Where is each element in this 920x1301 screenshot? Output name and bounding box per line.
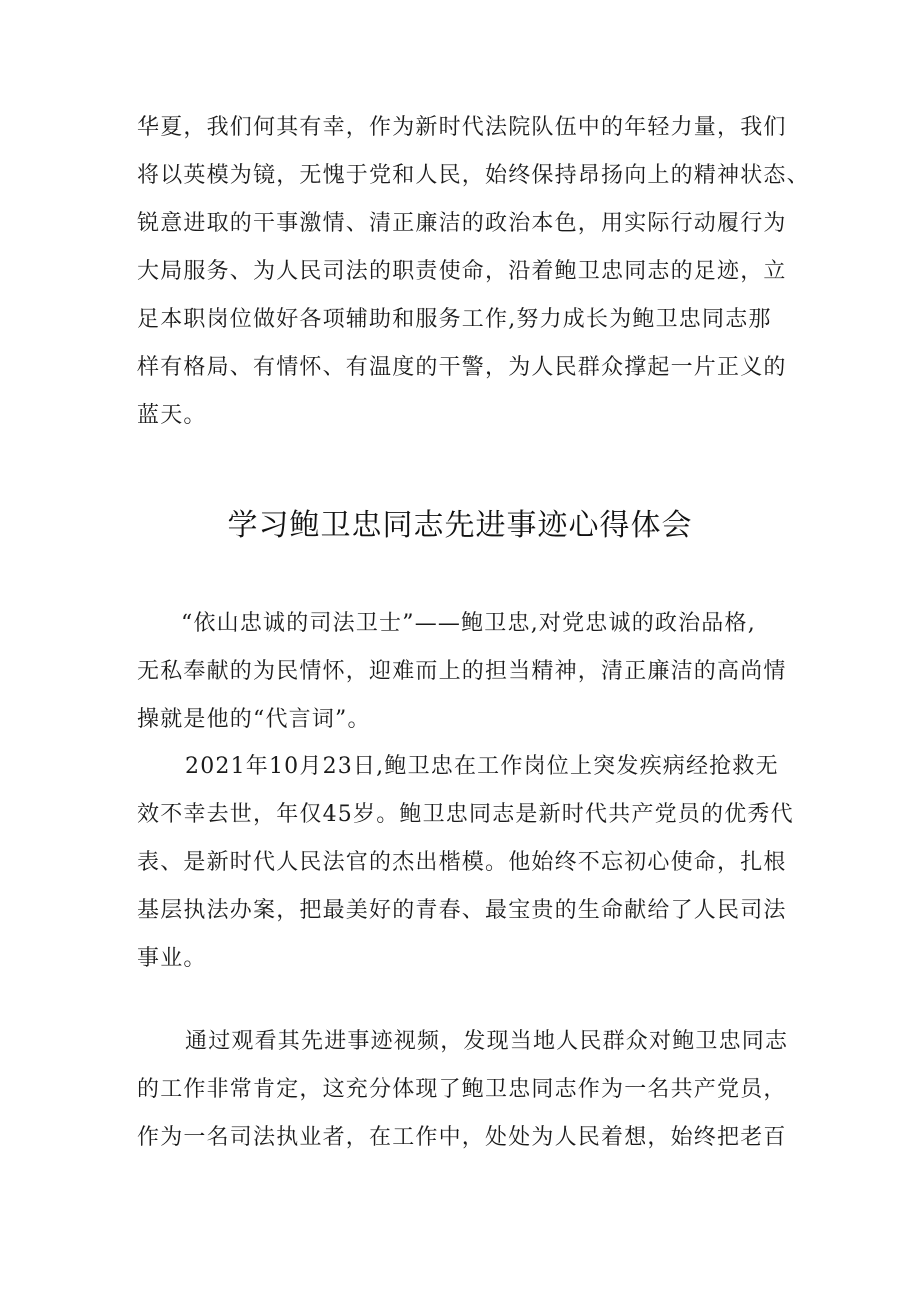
text-line: 将以英模为镜，无愧于党和人民，始终保持昂扬向上的精神状态、 bbox=[137, 163, 810, 188]
text-line: 无私奉献的为民情怀，迎难而上的担当精神，清正廉洁的高尚情 bbox=[137, 659, 787, 684]
text-line: 基层执法办案，把最美好的青春、最宝贵的生命献给了人民司法 bbox=[137, 898, 787, 923]
text-line: 的工作非常肯定，这充分体现了鲍卫忠同志作为一名共产党员， bbox=[137, 1077, 787, 1102]
text-line: 样有格局、有情怀、有温度的干警，为人民群众撑起一片正义的 bbox=[137, 355, 787, 380]
document-title: 学习鲍卫忠同志先进事迹心得体会 bbox=[227, 508, 693, 543]
paragraph-2 bbox=[137, 743, 797, 983]
text-line: 足本职岗位做好各项辅助和服务工作,努力成长为鲍卫忠同志那 bbox=[137, 307, 772, 332]
text-line: 蓝天。 bbox=[137, 403, 207, 428]
text-line: 作为一名司法执业者，在工作中，处处为人民着想，始终把老百 bbox=[137, 1125, 787, 1150]
paragraph-1 bbox=[137, 600, 797, 744]
text-line: 表、是新时代人民法官的杰出楷模。他始终不忘初心使命，扎根 bbox=[137, 850, 787, 875]
paragraph-3 bbox=[137, 1018, 797, 1162]
text-line: 大局服务、为人民司法的职责使命，沿着鲍卫忠同志的足迹，立 bbox=[137, 259, 787, 284]
text-line: 2021年10月23日,鲍卫忠在工作岗位上突发疾病经抢救无 bbox=[185, 754, 779, 779]
text-line: 效不幸去世，年仅45岁。鲍卫忠同志是新时代共产党员的优秀代 bbox=[137, 802, 794, 827]
text-line: 事业。 bbox=[137, 946, 207, 971]
text-line: 华夏，我们何其有幸，作为新时代法院队伍中的年轻力量，我们 bbox=[137, 115, 787, 140]
paragraph-continued bbox=[137, 104, 810, 440]
text-line: 通过观看其先进事迹视频，发现当地人民群众对鲍卫忠同志 bbox=[185, 1029, 789, 1054]
text-line: 锐意进取的干事激情、清正廉洁的政治本色，用实际行动履行为 bbox=[137, 211, 787, 236]
text-line: 操就是他的“代言词”。 bbox=[137, 707, 371, 732]
text-line: “依山忠诚的司法卫士”——鲍卫忠,对党忠诚的政治品格, bbox=[181, 611, 756, 636]
